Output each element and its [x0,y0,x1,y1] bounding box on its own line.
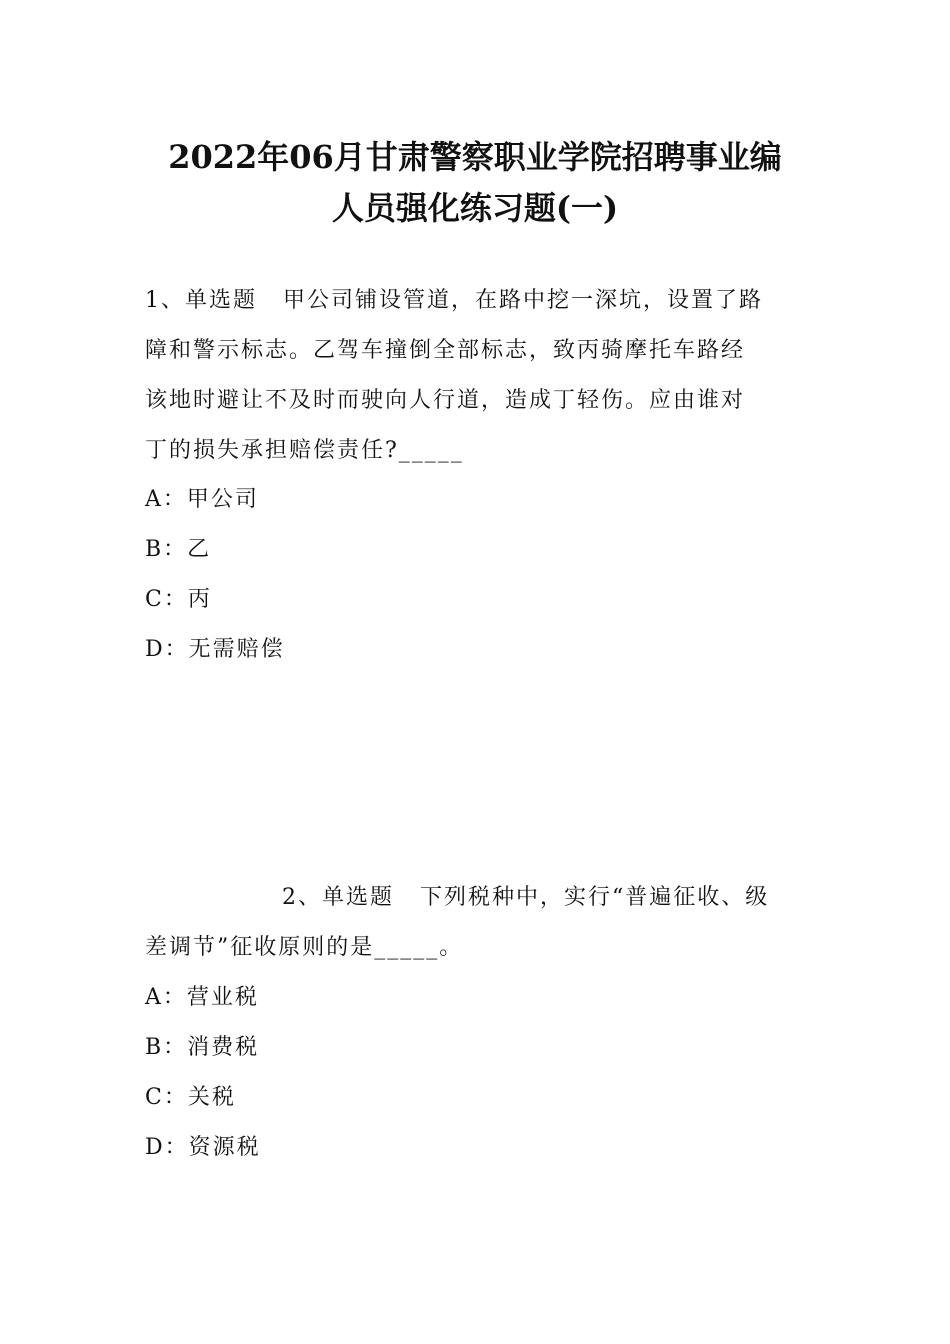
question-1-line-2: 障和警示标志。乙驾车撞倒全部标志，致丙骑摩托车路经 [145,338,746,363]
page-title-line-1: 2022年06月甘肃警察职业学院招聘事业编 [168,138,782,176]
question-2-number: 2、单选题 [282,885,394,910]
question-2-option-b: B：消费税 [145,1035,260,1060]
question-2-line-1 [282,883,769,913]
question-1-number: 1、单选题 [145,288,257,313]
question-1-line-4: 丁的损失承担赔偿责任?_____ [145,438,464,463]
question-2-option-a: A：营业税 [145,985,259,1010]
question-1-option-b: B：乙 [145,537,212,562]
question-2-option-c: C：关税 [145,1085,236,1110]
question-1-option-d: D：无需赔偿 [145,637,285,662]
question-1-option-a: A：甲公司 [145,487,259,512]
page-title-line-2: 人员强化练习题(一) [331,189,619,227]
question-1-line-1 [145,286,763,316]
question-1-option-c: C：丙 [145,587,212,612]
question-2-line-2: 差调节”征收原则的是_____。 [145,935,464,960]
question-1-text-1: 甲公司铺设管道，在路中挖一深坑，设置了路 [283,288,764,313]
question-2-text-1: 下列税种中，实行“普遍征收、级 [420,885,770,910]
question-2-option-d: D：资源税 [145,1135,261,1160]
question-1-line-3: 该地时避让不及时而驶向人行道，造成丁轻伤。应由谁对 [145,388,746,413]
